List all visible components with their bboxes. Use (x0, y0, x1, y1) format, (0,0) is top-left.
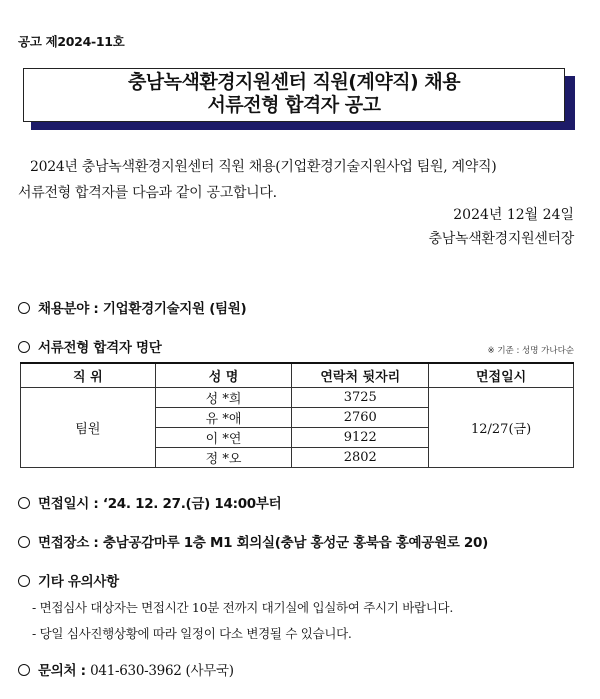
intro-line-2: 서류전형 합격자를 다음과 같이 공고합니다. (18, 185, 277, 201)
circle-bullet-icon (18, 341, 30, 353)
phone-cell: 3725 (292, 388, 429, 408)
position-cell: 팀원 (21, 388, 156, 468)
title-line-1: 충남녹색환경지원센터 직원(계약직) 채용 (127, 71, 461, 93)
name-cell: 성 *희 (155, 388, 292, 408)
contact-label: 문의처 : (38, 663, 91, 679)
header-phone: 연락처 뒷자리 (292, 363, 429, 388)
phone-cell: 2802 (292, 448, 429, 468)
table-header-row (21, 363, 574, 388)
circle-bullet-icon (18, 302, 30, 314)
name-cell: 정 *오 (155, 448, 292, 468)
header-name: 성 명 (155, 363, 292, 388)
phone-cell: 9122 (292, 428, 429, 448)
section-contact (18, 659, 234, 679)
roster-sort-note: ※ 기준 : 성명 가나다순 (487, 346, 574, 356)
title-line-2: 서류전형 합격자 공고 (207, 94, 381, 116)
name-cell: 이 *연 (155, 428, 292, 448)
circle-bullet-icon (18, 575, 30, 587)
section-interview-place (18, 531, 488, 551)
name-cell: 유 *애 (155, 408, 292, 428)
header-interview: 면접일시 (429, 363, 574, 388)
contact-value: 041-630-3962 (사무국) (90, 663, 234, 679)
other-heading: 기타 유의사항 (38, 574, 119, 590)
note-item: - 당일 심사진행상황에 따라 일정이 다소 변경될 수 있습니다. (32, 626, 352, 641)
section-other (18, 570, 119, 590)
circle-bullet-icon (18, 536, 30, 548)
phone-cell: 2760 (292, 408, 429, 428)
interview-cell: 12/27(금) (429, 388, 574, 468)
header-position: 직 위 (21, 363, 156, 388)
notice-date: 2024년 12월 24일 (453, 207, 574, 223)
signatory: 충남녹색환경지원센터장 (428, 231, 574, 247)
document-title (23, 68, 565, 122)
roster-table (20, 362, 574, 468)
section-interview-date (18, 492, 281, 512)
roster-heading: 서류전형 합격자 명단 (38, 340, 162, 356)
notice-number: 공고 제2024-11호 (18, 34, 125, 49)
intro-paragraph (18, 154, 578, 206)
title-banner (23, 68, 573, 126)
interview-date-text: 면접일시 : ‘24. 12. 27.(금) 14:00부터 (38, 496, 282, 512)
circle-bullet-icon (18, 664, 30, 676)
note-item: - 면접심사 대상자는 면접시간 10분 전까지 대기실에 입실하여 주시기 바랍니다. (32, 600, 453, 615)
circle-bullet-icon (18, 497, 30, 509)
intro-line-1: 2024년 충남녹색환경지원센터 직원 채용(기업환경기술지원사업 팀원, 계약직) (30, 159, 497, 175)
section-field (18, 297, 246, 317)
field-text: 채용분야 : 기업환경기술지원 (팀원) (38, 301, 247, 317)
interview-place-text: 면접장소 : 충남공감마루 1층 M1 회의실(충남 홍성군 홍북읍 홍예공원로 20) (38, 535, 488, 551)
section-roster (18, 336, 161, 356)
table-row (21, 388, 574, 408)
